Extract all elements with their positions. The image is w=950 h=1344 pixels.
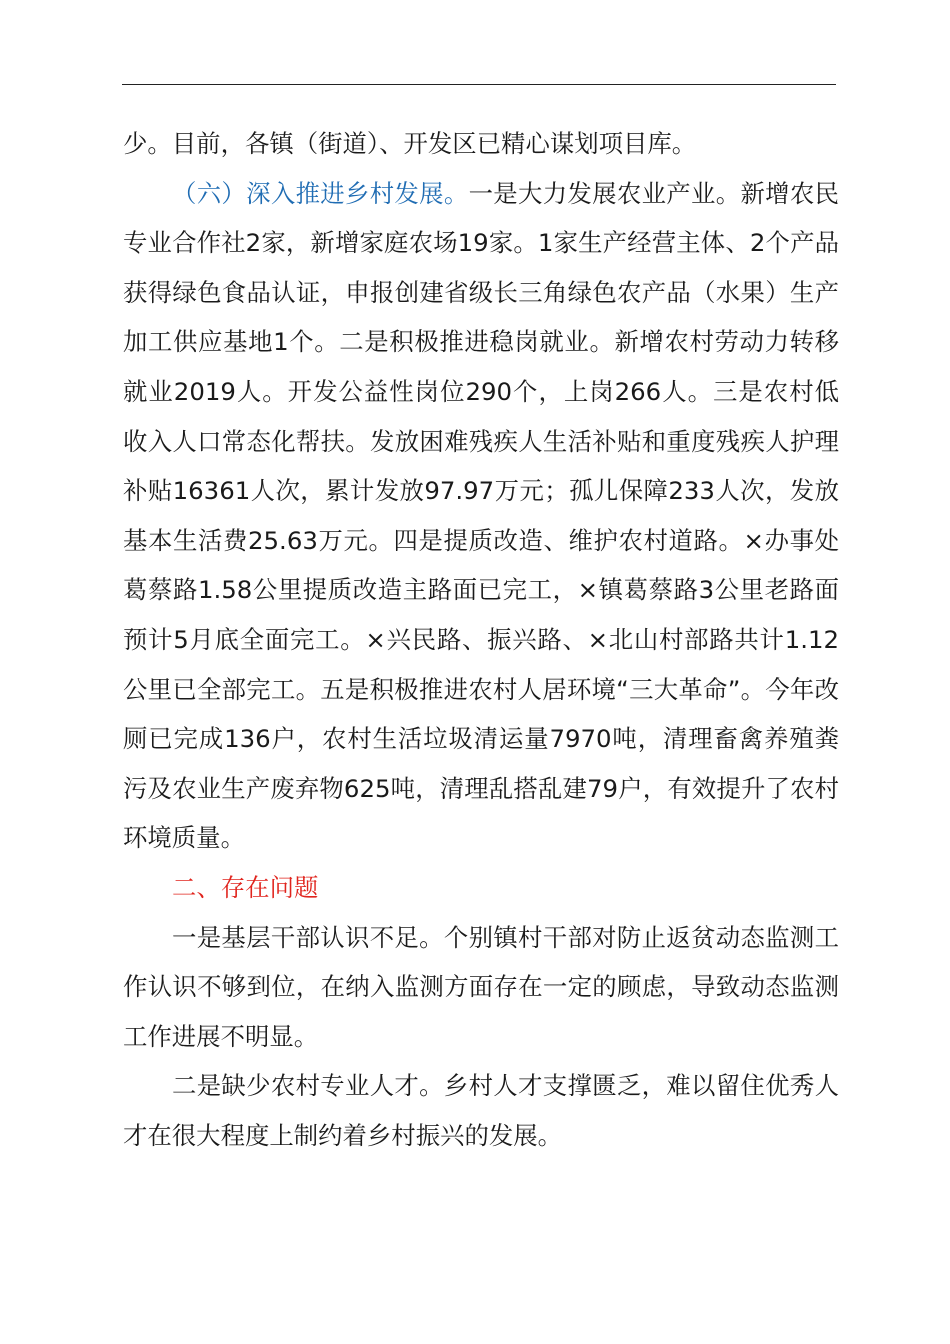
document-body (123, 119, 839, 1160)
section-title: 二、存在问题 (172, 872, 319, 902)
paragraph-problem-1: 一是基层干部认识不足。个别镇村干部对防止返贫动态监测工作认识不够到位，在纳入监测方面存在一定的顾虑，导致动态监测工作进展不明显。 (123, 922, 839, 1051)
header-rule (122, 84, 836, 85)
paragraph-continuation: 少。目前，各镇（街道）、开发区已精心谋划项目库。 (123, 129, 697, 158)
paragraph-rural-development (123, 169, 839, 863)
paragraph-rural-development-text: 一是大力发展农业产业。新增农民专业合作社2家，新增家庭农场19家。1家生产经营主体、2个产品获得绿色食品认证，申报创建省级长三角绿色农产品（水果）生产加工供应基地1个。二是积极推进稳岗就业。新增农村劳动力转移就业2019人。开发公益性岗位290个，上岗266人。三是农村低收入人口常态化帮扶。发放困难残疾人生活补贴和重度残疾人护理补贴16361人次，累计发放97.97万元；孤儿保障233人次，发放基本生活费25.63万元。四是提质改造、维护农村道路。×办事处葛蔡路1.58公里提质改造主路面已完工，×镇葛蔡路3公里老路面预计5月底全面完工。×兴民路、振兴路、×北山村部路共计1.12公里已全部完工。五是积极推进农村人居环境“三大革命”。今年改厕已完成136户，农村生活垃圾清运量7970吨，清理畜禽养殖粪污及农业生产废弃物625吨，清理乱搭乱建79户，有效提升了农村环境质量。 (123, 178, 839, 853)
paragraph-problem-2: 二是缺少农村专业人才。乡村人才支撑匮乏，难以留住优秀人才在很大程度上制约着乡村振兴的发展。 (123, 1071, 839, 1150)
subsection-heading: （六）深入推进乡村发展。 (172, 178, 469, 208)
